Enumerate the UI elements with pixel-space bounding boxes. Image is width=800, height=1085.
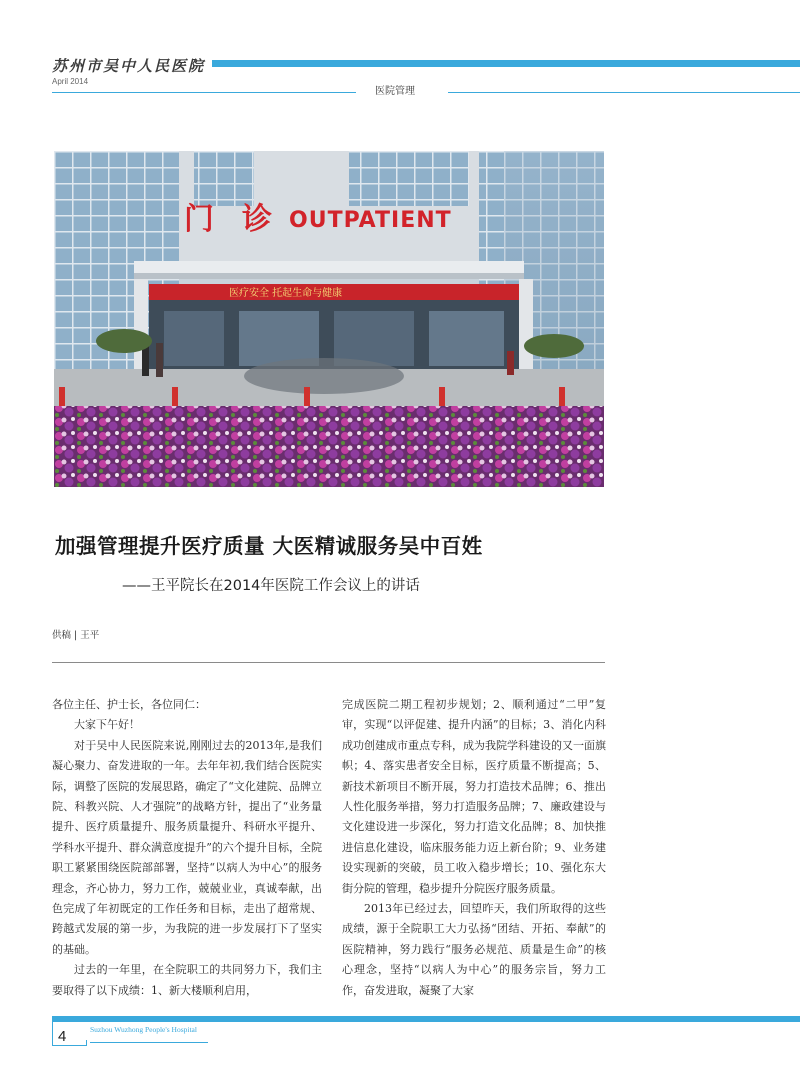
section-label: 医院管理: [375, 86, 415, 97]
footer-hospital-name: Suzhou Wuzhong People's Hospital: [90, 1025, 197, 1034]
page-number-frame: [52, 1045, 86, 1046]
body-column-left: [52, 695, 322, 1001]
header-rule-left: [52, 92, 356, 93]
header-rule-right: [448, 92, 800, 93]
footer-accent-bar: [52, 1016, 800, 1022]
hospital-photo: [54, 151, 604, 487]
journal-title: 苏州市吴中人民医院: [52, 57, 206, 75]
body-paragraph: 2013年已经过去，回望昨天，我们所取得的这些成绩，源于全院职工大力弘扬“团结、开拓、奉献”的医院精神，努力践行“服务必规范、质量是生命”的核心理念，坚持“以病人为中心”的服务宗旨，努力工作，奋发进取，凝聚了大家: [342, 902, 606, 997]
svg-text:医疗安全 托起生命与健康: 医疗安全 托起生命与健康: [229, 288, 343, 299]
article-subtitle: ——王平院长在2014年医院工作会议上的讲话: [122, 578, 420, 594]
body-paragraph: 对于吴中人民医院来说,刚刚过去的2013年,是我们凝心聚力、奋发进取的一年。去年年初,我们结合医院实际，调整了医院的发展思路，确定了“文化建院、品牌立院、科教兴院、人才强院”的战略方针，提出了“业务量提升、医疗质量提升、服务质量提升、科研水平提升、学科水平提升、群众满意度提升”的六个提升目标，全院职工紧紧围绕医院部部署，坚持“以病人为中心”的服务理念，齐心协力，努力工作，兢兢业业，真诚奉献，出色完成了年初既定的工作任务和目标，走出了超常规、跨越式发展的第一步，为我院的进一步发展打下了坚实的基础。: [52, 738, 322, 956]
svg-text:诊: 诊: [242, 202, 272, 237]
body-paragraph: 大家下午好！: [74, 718, 140, 732]
issue-date: April 2014: [52, 77, 89, 86]
svg-text:门: 门: [184, 202, 214, 237]
body-paragraph: 过去的一年里，在全院职工的共同努力下，我们主要取得了以下成绩：1、新大楼顺利启用，: [52, 963, 322, 997]
article-title: 加强管理提升医疗质量 大医精诚服务吴中百姓: [55, 534, 483, 558]
byline: 供稿 | 王平: [52, 630, 100, 641]
header-accent-bar: [212, 60, 800, 67]
body-column-right: [342, 695, 606, 1001]
body-paragraph: 完成医院二期工程初步规划；2、顺利通过“二甲”复审，实现“以评促建、提升内涵”的目标；3、消化内科成功创建成市重点专科，成为我院学科建设的又一面旗帜；4、落实患者安全目标，医疗质量不断提高；5、新技术新项目不断开展，努力打造技术品牌；6、推出人性化服务举措，努力打造服务品牌；7、廉政建设与文化建设进一步深化，努力打造文化品牌；8、加快推进信息化建设，临床服务能力迈上新台阶；9、业务建设实现新的突破，员工收入稳步增长；10、强化东大街分院的管理，稳步提升分院医疗服务质量。: [342, 698, 606, 895]
svg-text:OUTPATIENT: OUTPATIENT: [289, 208, 452, 233]
title-separator: [52, 662, 605, 663]
body-paragraph: 各位主任、护士长，各位同仁：: [52, 698, 206, 711]
footer-rule: [90, 1042, 208, 1043]
page-number-frame: [86, 1040, 87, 1046]
page-number: 4: [58, 1028, 67, 1045]
page-number-frame: [52, 1022, 53, 1046]
